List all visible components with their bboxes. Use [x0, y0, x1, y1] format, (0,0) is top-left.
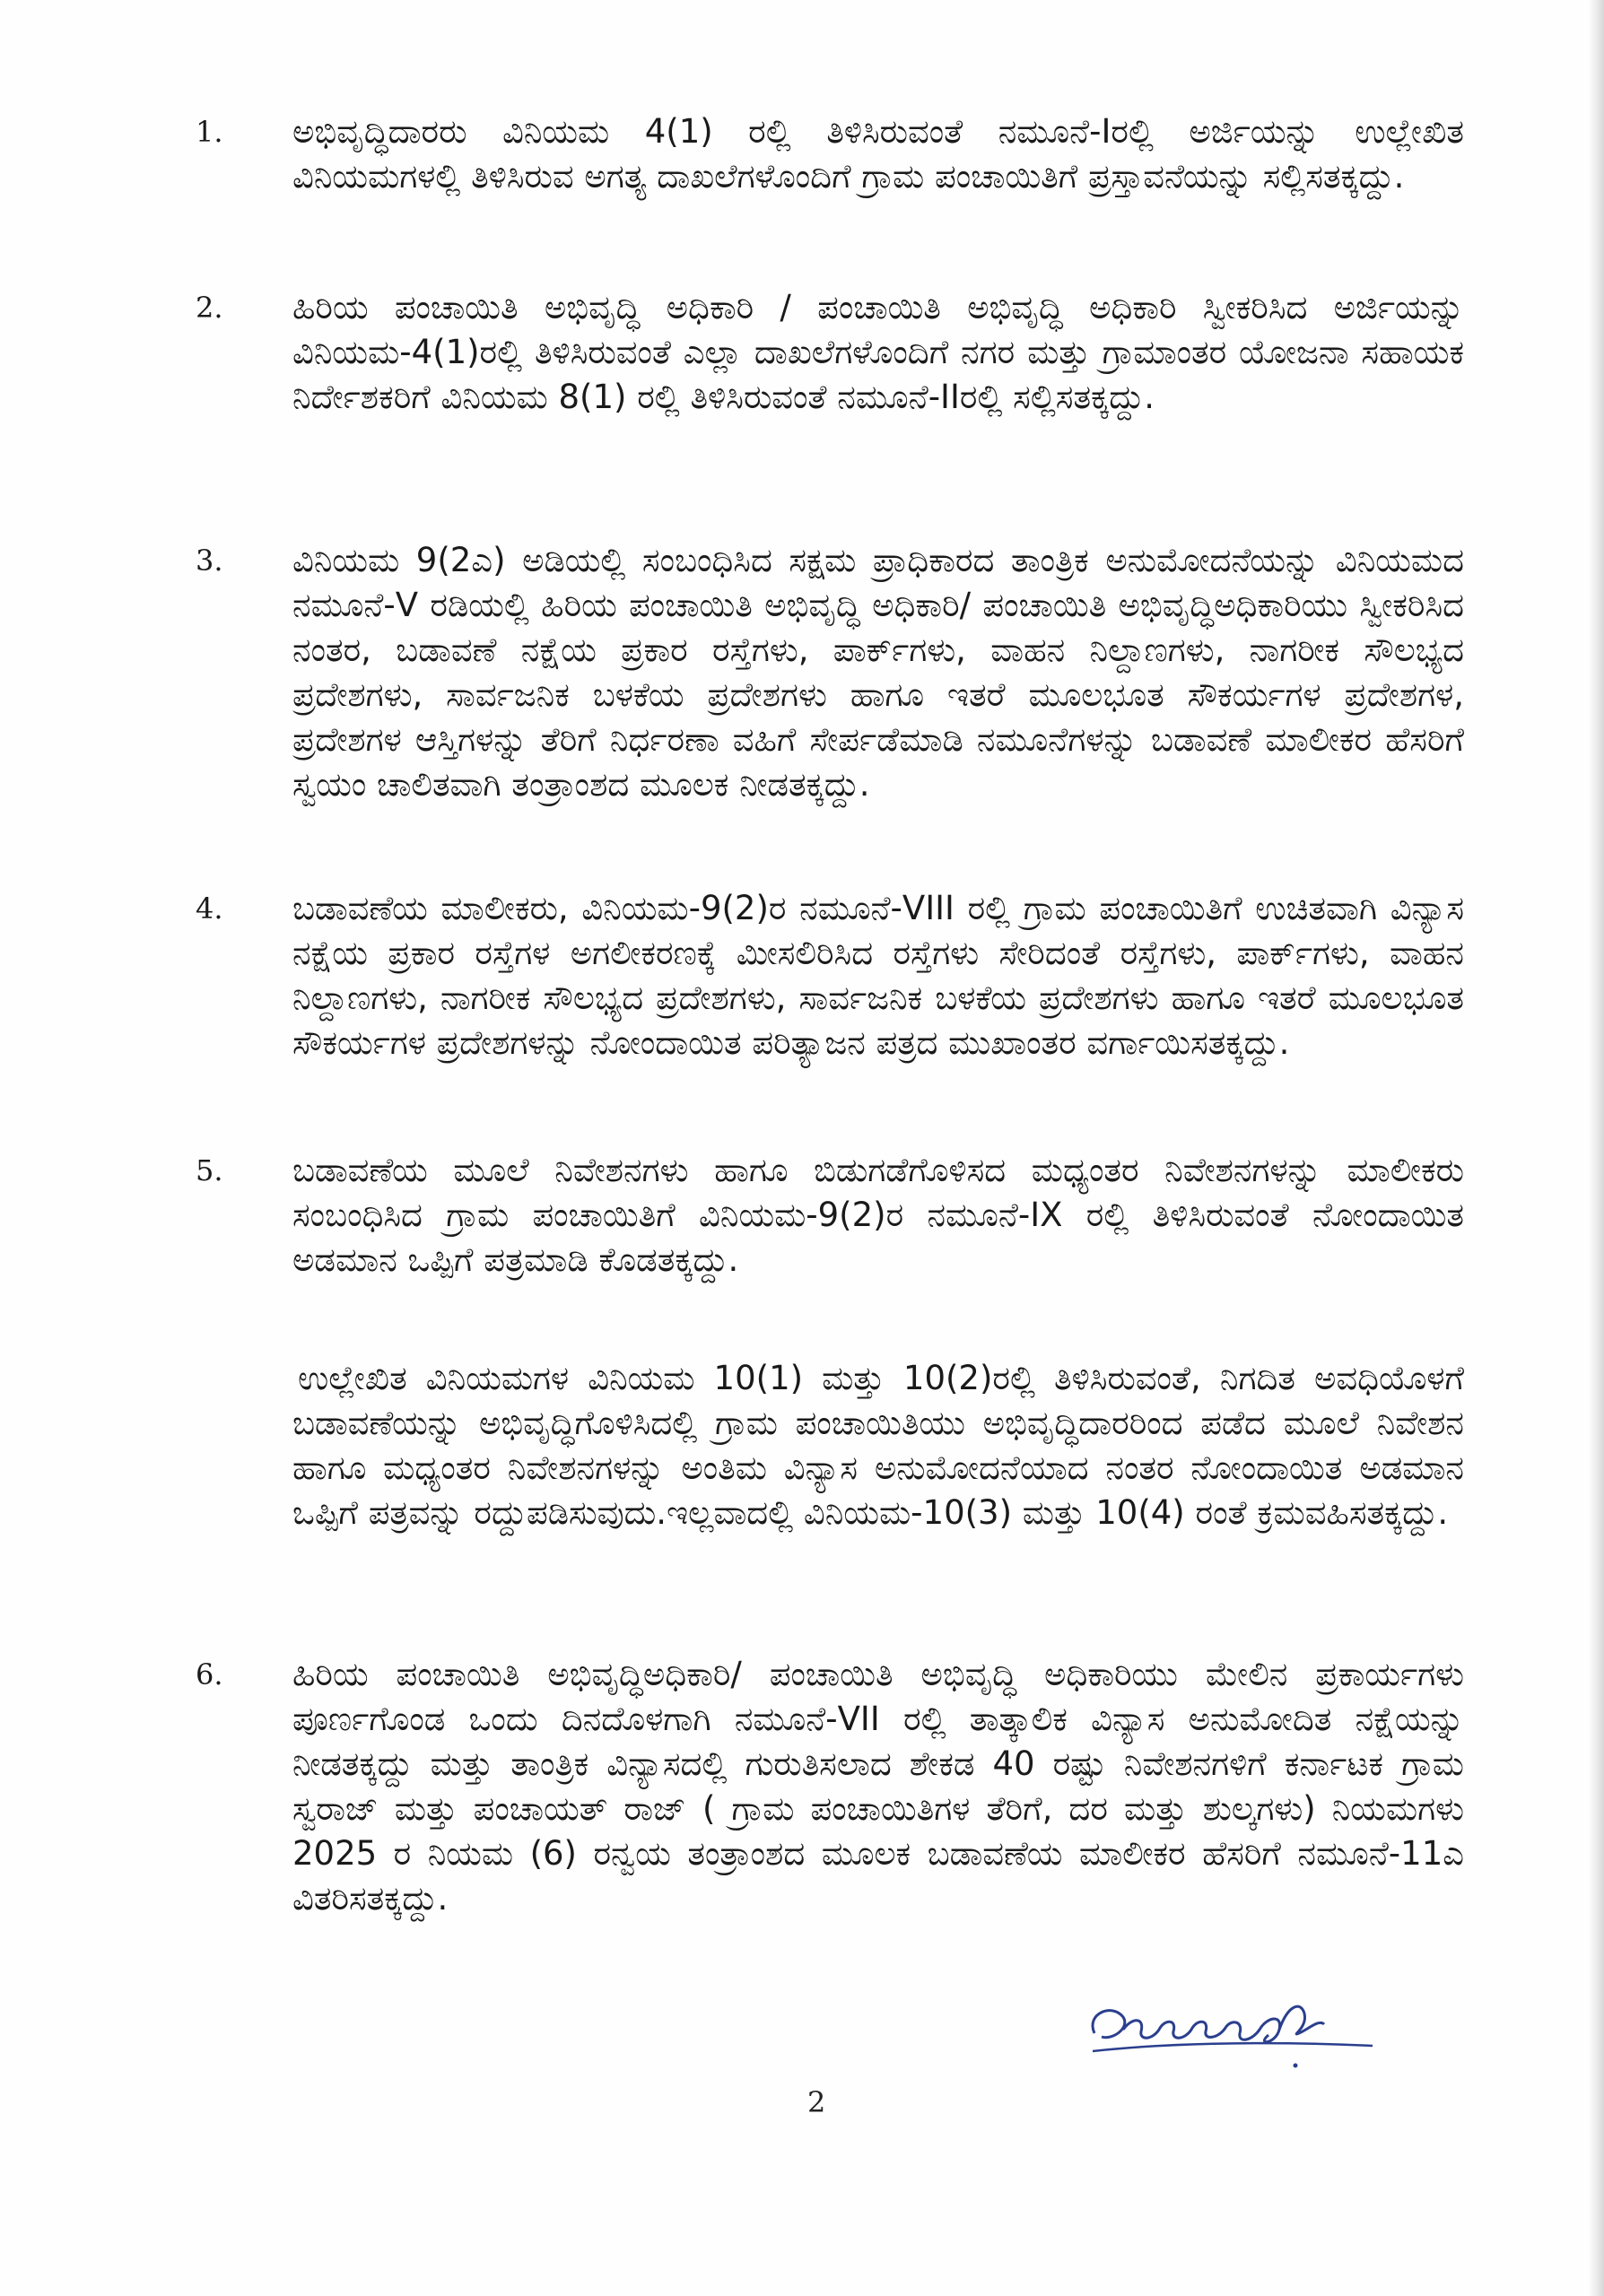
- list-item-1: [196, 109, 1464, 199]
- note-paragraph-text: ಉಲ್ಲೇಖಿತ ವಿನಿಯಮಗಳ ವಿನಿಯಮ 10(1) ಮತ್ತು 10(2)ರಲ್ಲಿ ತಿಳಿಸಿರುವಂತೆ, ನಿಗದಿತ ಅವಧಿಯೊಳಗೆ ಬಡಾವಣೆಯನ್ನು ಅಭಿವೃದ್ಧಿಗೊಳಿಸಿದಲ್ಲಿ ಗ್ರಾಮ ಪಂಚಾಯಿತಿಯು ಅಭಿವೃದ್ಧಿದಾರರಿಂದ ಪಡೆದ ಮೂಲೆ ನಿವೇಶನ ಹಾಗೂ ಮಧ್ಯಂತರ ನಿವೇಶನಗಳನ್ನು ಅಂತಿಮ ವಿನ್ಯಾಸ ಅನುಮೋದನೆಯಾದ ನಂತರ ನೋಂದಾಯಿತ ಅಡಮಾನ ಒಪ್ಪಿಗೆ ಪತ್ರವನ್ನು ರದ್ದುಪಡಿಸುವುದು.ಇಲ್ಲವಾದಲ್ಲಿ ವಿನಿಯಮ-10(3) ಮತ್ತು 10(4) ರಂತೆ ಕ್ರಮವಹಿಸತಕ್ಕದ್ದು.: [292, 1359, 1464, 1532]
- list-item-text: ವಿನಿಯಮ 9(2ಎ) ಅಡಿಯಲ್ಲಿ ಸಂಬಂಧಿಸಿದ ಸಕ್ಷಮ ಪ್ರಾಧಿಕಾರದ ತಾಂತ್ರಿಕ ಅನುಮೋದನೆಯನ್ನು ವಿನಿಯಮದ ನಮೂನೆ-V ರಡಿಯಲ್ಲಿ ಹಿರಿಯ ಪಂಚಾಯಿತಿ ಅಭಿವೃದ್ಧಿ ಅಧಿಕಾರಿ/ ಪಂಚಾಯಿತಿ ಅಭಿವೃದ್ಧಿಅಧಿಕಾರಿಯು ಸ್ವೀಕರಿಸಿದ ನಂತರ, ಬಡಾವಣೆ ನಕ್ಷೆಯ ಪ್ರಕಾರ ರಸ್ತೆಗಳು, ಪಾರ್ಕ್‌ಗಳು, ವಾಹನ ನಿಲ್ದಾಣಗಳು, ನಾಗರೀಕ ಸೌಲಭ್ಯದ ಪ್ರದೇಶಗಳು, ಸಾರ್ವಜನಿಕ ಬಳಕೆಯ ಪ್ರದೇಶಗಳು ಹಾಗೂ ಇತರೆ ಮೂಲಭೂತ ಸೌಕರ್ಯಗಳ ಪ್ರದೇಶಗಳ, ಪ್ರದೇಶಗಳ ಆಸ್ತಿಗಳನ್ನು ತೆರಿಗೆ ನಿರ್ಧರಣಾ ವಹಿಗೆ ಸೇರ್ಪಡೆಮಾಡಿ ನಮೂನೆಗಳನ್ನು ಬಡಾವಣೆ ಮಾಲೀಕರ ಹೆಸರಿಗೆ ಸ್ವಯಂ ಚಾಲಿತವಾಗಿ ತಂತ್ರಾಂಶದ ಮೂಲಕ ನೀಡತಕ್ಕದ್ದು.: [292, 541, 1464, 804]
- list-item-2: [196, 285, 1464, 420]
- list-item-6: [196, 1652, 1464, 1921]
- list-item-text: ಬಡಾವಣೆಯ ಮೂಲೆ ನಿವೇಶನಗಳು ಹಾಗೂ ಬಿಡುಗಡೆಗೊಳಿಸದ ಮಧ್ಯಂತರ ನಿವೇಶನಗಳನ್ನು ಮಾಲೀಕರು ಸಂಬಂಧಿಸಿದ ಗ್ರಾಮ ಪಂಚಾಯಿತಿಗೆ ವಿನಿಯಮ-9(2)ರ ನಮೂನೆ-IX ರಲ್ಲಿ ತಿಳಿಸಿರುವಂತೆ ನೋಂದಾಯಿತ ಅಡಮಾನ ಒಪ್ಪಿಗೆ ಪತ್ರಮಾಡಿ ಕೊಡತಕ್ಕದ್ದು.: [292, 1151, 1464, 1279]
- note-paragraph: [292, 1356, 1464, 1535]
- page-edge-shadow: [1588, 0, 1604, 2296]
- list-item-text: ಬಡಾವಣೆಯ ಮಾಲೀಕರು, ವಿನಿಯಮ-9(2)ರ ನಮೂನೆ-VIII ರಲ್ಲಿ ಗ್ರಾಮ ಪಂಚಾಯಿತಿಗೆ ಉಚಿತವಾಗಿ ವಿನ್ಯಾಸ ನಕ್ಷೆಯ ಪ್ರಕಾರ ರಸ್ತೆಗಳ ಅಗಲೀಕರಣಕ್ಕೆ ಮೀಸಲಿರಿಸಿದ ರಸ್ತೆಗಳು ಸೇರಿದಂತೆ ರಸ್ತೆಗಳು, ಪಾರ್ಕ್‌ಗಳು, ವಾಹನ ನಿಲ್ದಾಣಗಳು, ನಾಗರೀಕ ಸೌಲಭ್ಯದ ಪ್ರದೇಶಗಳು, ಸಾರ್ವಜನಿಕ ಬಳಕೆಯ ಪ್ರದೇಶಗಳು ಹಾಗೂ ಇತರೆ ಮೂಲಭೂತ ಸೌಕರ್ಯಗಳ ಪ್ರದೇಶಗಳನ್ನು ನೋಂದಾಯಿತ ಪರಿತ್ಯಾಜನ ಪತ್ರದ ಮುಖಾಂತರ ವರ್ಗಾಯಿಸತಕ್ಕದ್ದು.: [292, 889, 1464, 1062]
- list-item-3: [196, 538, 1464, 807]
- list-item-4: [196, 886, 1464, 1065]
- list-item-text: ಅಭಿವೃದ್ಧಿದಾರರು ವಿನಿಯಮ 4(1) ರಲ್ಲಿ ತಿಳಿಸಿರುವಂತೆ ನಮೂನೆ-Iರಲ್ಲಿ ಅರ್ಜಿಯನ್ನು ಉಲ್ಲೇಖಿತ ವಿನಿಯಮಗಳಲ್ಲಿ ತಿಳಿಸಿರುವ ಅಗತ್ಯ ದಾಖಲೆಗಳೊಂದಿಗೆ ಗ್ರಾಮ ಪಂಚಾಯಿತಿಗೆ ಪ್ರಸ್ತಾವನೆಯನ್ನು ಸಲ್ಲಿಸತಕ್ಕದ್ದು.: [292, 112, 1464, 196]
- list-item-number: 5.: [196, 1153, 223, 1187]
- list-item-5: [196, 1148, 1464, 1283]
- list-item-text: ಹಿರಿಯ ಪಂಚಾಯಿತಿ ಅಭಿವೃದ್ಧಿಅಧಿಕಾರಿ/ ಪಂಚಾಯಿತಿ ಅಭಿವೃದ್ಧಿ ಅಧಿಕಾರಿಯು ಮೇಲಿನ ಪ್ರಕಾರ್ಯಗಳು ಪೂರ್ಣಗೊಂಡ ಒಂದು ದಿನದೊಳಗಾಗಿ ನಮೂನೆ-VII ರಲ್ಲಿ ತಾತ್ಕಾಲಿಕ ವಿನ್ಯಾಸ ಅನುಮೋದಿತ ನಕ್ಷೆಯನ್ನು ನೀಡತಕ್ಕದ್ದು ಮತ್ತು ತಾಂತ್ರಿಕ ವಿನ್ಯಾಸದಲ್ಲಿ ಗುರುತಿಸಲಾದ ಶೇಕಡ 40 ರಷ್ಟು ನಿವೇಶನಗಳಿಗೆ ಕರ್ನಾಟಕ ಗ್ರಾಮ ಸ್ವರಾಜ್ ಮತ್ತು ಪಂಚಾಯತ್ ರಾಜ್ ( ಗ್ರಾಮ ಪಂಚಾಯಿತಿಗಳ ತೆರಿಗೆ, ದರ ಮತ್ತು ಶುಲ್ಕಗಳು) ನಿಯಮಗಳು 2025 ರ ನಿಯಮ (6) ರನ್ವಯ ತಂತ್ರಾಂಶದ ಮೂಲಕ ಬಡಾವಣೆಯ ಮಾಲೀಕರ ಹೆಸರಿಗೆ ನಮೂನೆ-11ಎ ವಿತರಿಸತಕ್ಕದ್ದು.: [292, 1655, 1464, 1918]
- list-item-number: 6.: [196, 1657, 223, 1692]
- signature-icon: [1077, 1978, 1382, 2085]
- list-item-number: 3.: [196, 544, 223, 578]
- list-item-text: ಹಿರಿಯ ಪಂಚಾಯಿತಿ ಅಭಿವೃದ್ಧಿ ಅಧಿಕಾರಿ / ಪಂಚಾಯಿತಿ ಅಭಿವೃದ್ಧಿ ಅಧಿಕಾರಿ ಸ್ವೀಕರಿಸಿದ ಅರ್ಜಿಯನ್ನು ವಿನಿಯಮ-4(1)ರಲ್ಲಿ ತಿಳಿಸಿರುವಂತೆ ಎಲ್ಲಾ ದಾಖಲೆಗಳೊಂದಿಗೆ ನಗರ ಮತ್ತು ಗ್ರಾಮಾಂತರ ಯೋಜನಾ ಸಹಾಯಕ ನಿರ್ದೇಶಕರಿಗೆ ವಿನಿಯಮ 8(1) ರಲ್ಲಿ ತಿಳಿಸಿರುವಂತೆ ನಮೂನೆ-IIರಲ್ಲಿ ಸಲ್ಲಿಸತಕ್ಕದ್ದು.: [292, 288, 1464, 416]
- list-item-number: 4.: [196, 891, 223, 926]
- list-item-number: 1.: [196, 115, 223, 149]
- page-number: 2: [807, 2085, 826, 2119]
- list-item-number: 2.: [196, 291, 223, 325]
